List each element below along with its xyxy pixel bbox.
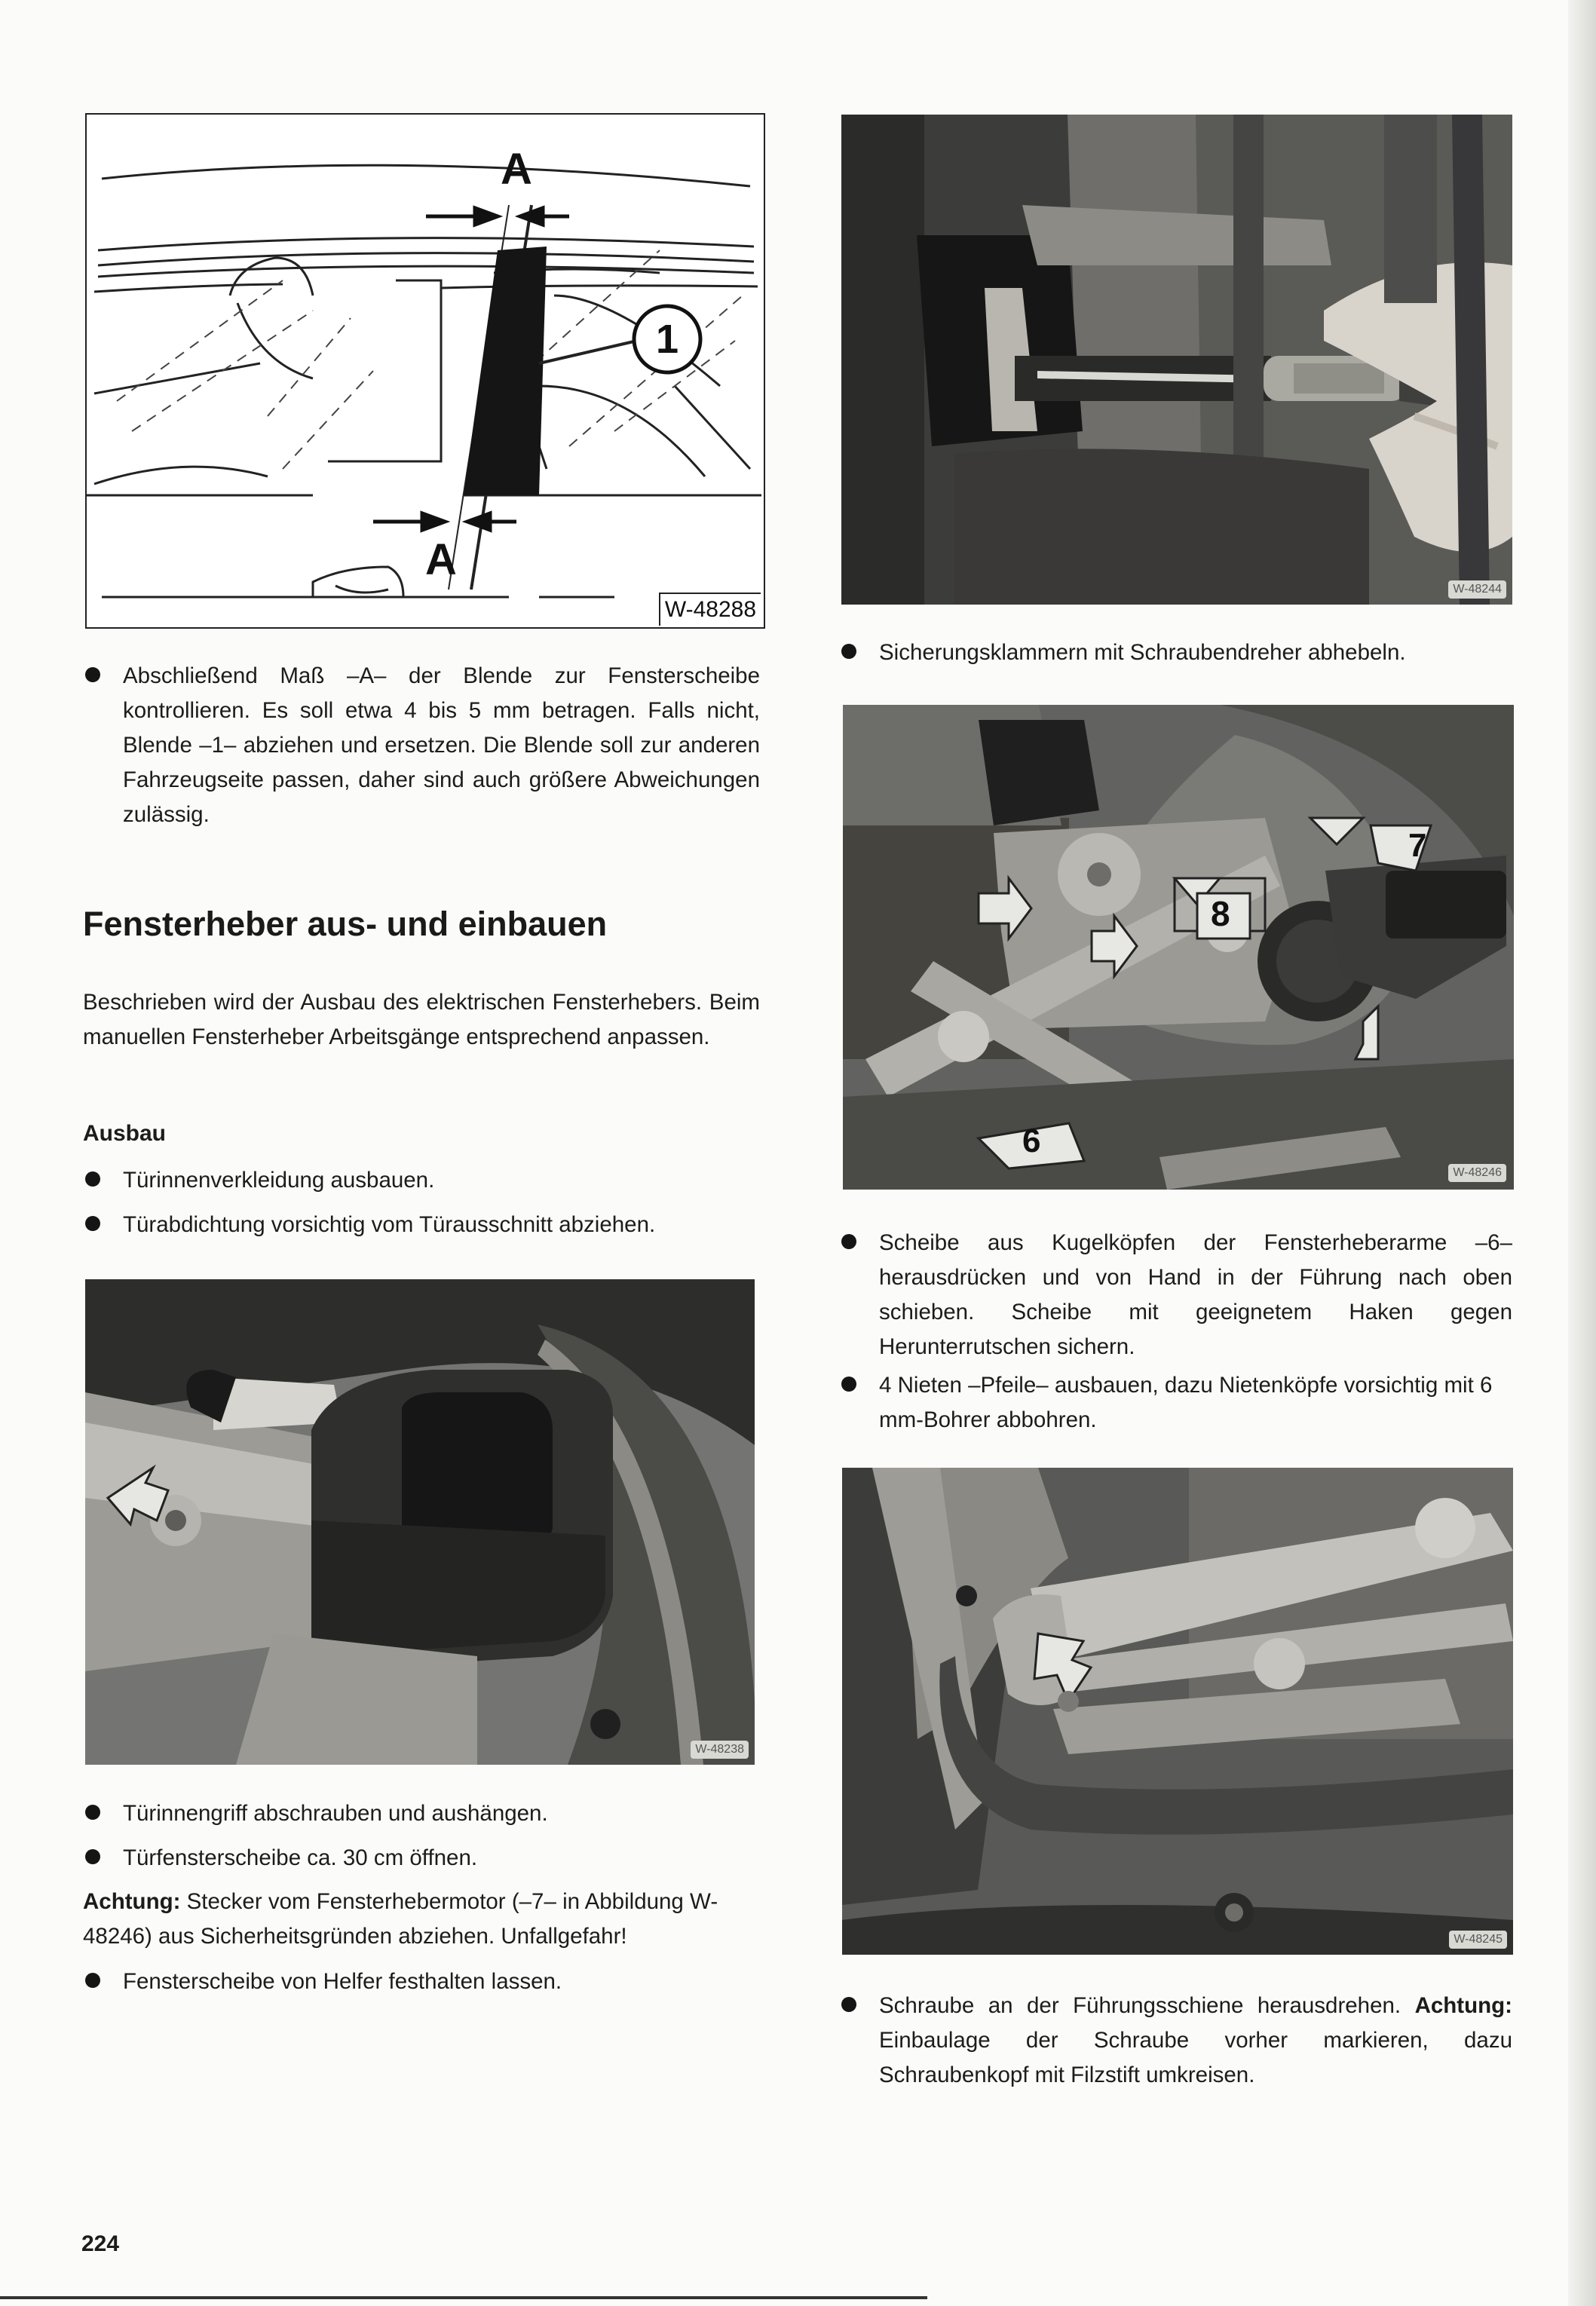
callout-8-label: 8 [1211, 894, 1230, 933]
warning-label: Achtung: [83, 1889, 181, 1914]
figure-code: W-48238 [691, 1741, 749, 1759]
step-press-glass [841, 1226, 1512, 1364]
screwdriver-photo-illustration [841, 115, 1512, 605]
step-text: Türinnengriff abschrauben und aushängen. [123, 1801, 548, 1826]
step-remove-seal [85, 1208, 760, 1242]
bullet-dot [85, 667, 100, 682]
step-text: Scheibe aus Kugelköpfen der Fensterheberarme –6– herausdrücken und von Hand in der Führung nach oben schieben. Scheibe mit geeignetem Haken gegen Herunterrutschen sichern. [879, 1230, 1512, 1359]
step-text: Sicherungsklammern mit Schraubendreher abhebeln. [879, 640, 1406, 665]
figure-w48288 [85, 113, 765, 629]
step-open-window [85, 1841, 760, 1876]
warning-note [83, 1885, 760, 1954]
step-hold-glass [85, 1965, 760, 1999]
bullet-dot [85, 1805, 100, 1820]
bullet-dot [841, 1377, 856, 1392]
step-lever-clips [841, 635, 1512, 670]
step-text [879, 1989, 1512, 2093]
photo-w48244 [841, 115, 1512, 605]
warning-text: Stecker vom Fensterhebermotor (–7– in Abbildung W-48246) aus Sicherheitsgründen abziehen. Unfallgefahr! [83, 1889, 718, 1949]
page-edge-shadow [1568, 0, 1596, 2306]
figure-code: W-48245 [1449, 1931, 1507, 1949]
photo-w48245 [842, 1468, 1513, 1955]
page-bottom-rule [0, 2296, 927, 2299]
dimension-a-bottom-label: A [425, 535, 457, 584]
step-text: Türfensterscheibe ca. 30 cm öffnen. [123, 1845, 478, 1870]
bullet-dot [85, 1849, 100, 1864]
step-remove-rail-screw [841, 1989, 1512, 2093]
step-text: Türinnenverkleidung ausbauen. [123, 1168, 435, 1193]
bullet-dot [841, 1997, 856, 2012]
section-heading: Fensterheber aus- und einbauen [83, 905, 608, 943]
warning-label: Achtung: [1414, 1993, 1512, 2018]
step-remove-trim [85, 1163, 760, 1198]
subheading-ausbau: Ausbau [83, 1121, 167, 1146]
page-number: 224 [81, 2231, 120, 2256]
callout-6-label: 6 [1022, 1122, 1041, 1159]
bullet-dot [841, 644, 856, 659]
bullet-check-dimension [85, 659, 760, 832]
intro-paragraph: Beschrieben wird der Ausbau des elektrischen Fensterhebers. Beim manuellen Fensterheber Arbeitsgänge entsprechend anpassen. [83, 990, 760, 1049]
step-text-post: Einbaulage der Schraube vorher markieren, dazu Schraubenkopf mit Filzstift umkreisen. [879, 2028, 1512, 2087]
figure-code: W-48246 [1448, 1164, 1506, 1182]
callout-1-label: 1 [655, 317, 679, 362]
bullet-dot [841, 1234, 856, 1249]
step-remove-handle [85, 1796, 760, 1831]
window-trim-drawing [87, 115, 764, 627]
photo-w48246 [843, 705, 1514, 1190]
step-text: Fensterscheibe von Helfer festhalten lassen. [123, 1969, 562, 1994]
bullet-dot [85, 1973, 100, 1988]
figure-code: W-48288 [659, 593, 761, 626]
bullet-dot [85, 1216, 100, 1231]
paragraph-check-dimension: Abschließend Maß –A– der Blende zur Fensterscheibe kontrollieren. Es soll etwa 4 bis 5 mm betragen. Falls nicht, Blende –1– abziehen und ersetzen. Die Blende soll zur anderen Fahrzeugseite passen, daher sind auch größere Abweichungen zulässig. [123, 663, 760, 827]
bullet-dot [85, 1171, 100, 1187]
step-drill-rivets [841, 1368, 1512, 1438]
step-text: Türabdichtung vorsichtig vom Türausschnitt abziehen. [123, 1212, 656, 1237]
window-regulator-photo-illustration [843, 705, 1514, 1190]
photo-w48238 [85, 1279, 755, 1765]
step-text: 4 Nieten –Pfeile– ausbauen, dazu Nietenköpfe vorsichtig mit 6 mm-Bohrer abbohren. [879, 1373, 1493, 1432]
callout-7-label: 7 [1408, 827, 1427, 864]
figure-code: W-48244 [1448, 580, 1506, 599]
guide-rail-photo-illustration [842, 1468, 1513, 1955]
dimension-a-top-label: A [501, 145, 532, 194]
door-handle-photo-illustration [85, 1279, 755, 1765]
step-text-pre: Schraube an der Führungsschiene herausdrehen. [879, 1993, 1415, 2018]
